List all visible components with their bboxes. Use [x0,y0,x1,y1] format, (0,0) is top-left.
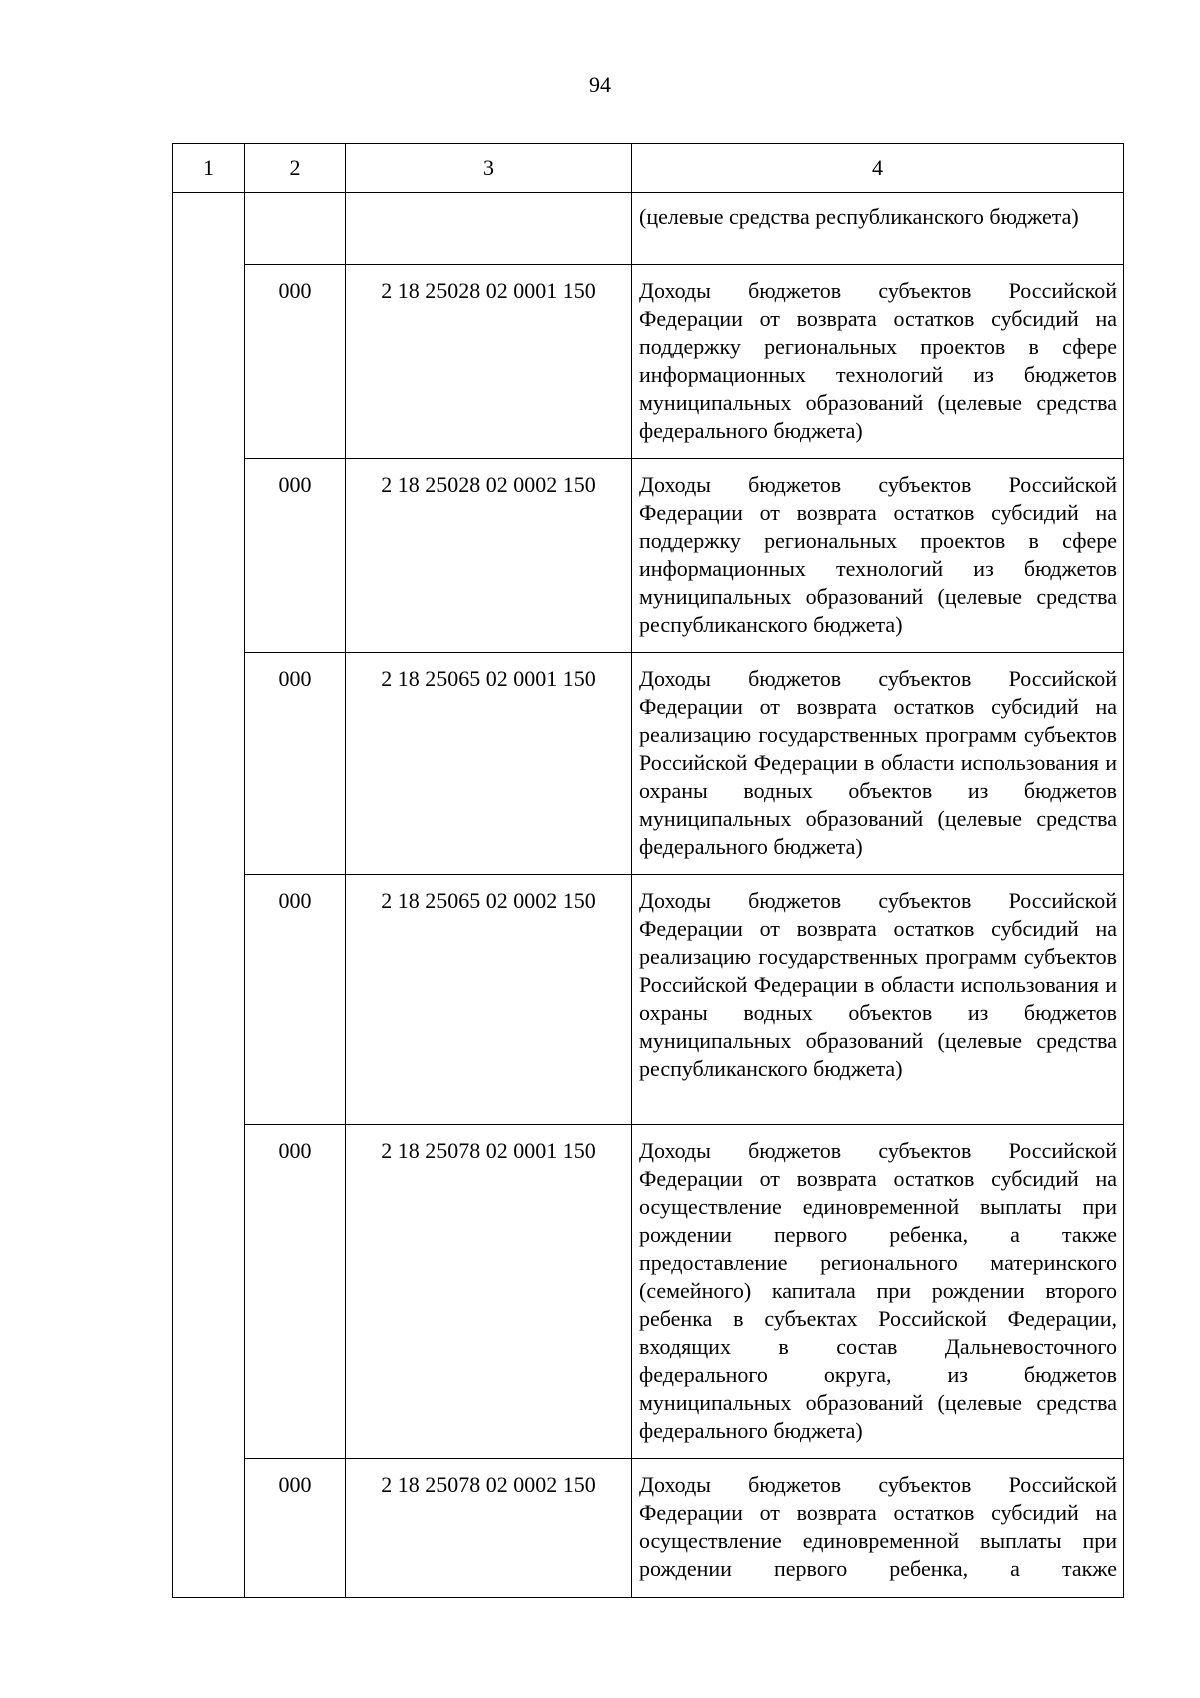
header-col-2: 2 [245,144,346,193]
admin-code-cell: 000 [245,875,346,1125]
table-body [173,193,1124,1598]
admin-code-cell: 000 [245,265,346,459]
revenue-description-cell: Доходы бюджетов субъектов Российской Федерации от возврата остатков субсидий на реализацию государственных программ субъектов Российской Федерации в области использования и охраны водных объектов из бюджетов муниципальных образований (целевые средства федерального бюджета) [632,653,1124,875]
budget-codes-table [172,143,1124,1598]
header-col-3: 3 [346,144,632,193]
header-row [173,144,1124,193]
revenue-description-cell: Доходы бюджетов субъектов Российской Федерации от возврата остатков субсидий на осуществление единовременной выплаты при рождении первого ребенка, а также [632,1459,1124,1598]
revenue-code-cell: 2 18 25065 02 0002 150 [346,875,632,1125]
admin-code-cell: 000 [245,653,346,875]
admin-code-cell: 000 [245,459,346,653]
header-col-4: 4 [632,144,1124,193]
revenue-code-cell: 2 18 25065 02 0001 150 [346,653,632,875]
revenue-code-cell: 2 18 25028 02 0002 150 [346,459,632,653]
table-row [173,653,1124,875]
revenue-description-cell: Доходы бюджетов субъектов Российской Федерации от возврата остатков субсидий на поддержку региональных проектов в сфере информационных технологий из бюджетов муниципальных образований (целевые средства федерального бюджета) [632,265,1124,459]
table-row [173,1459,1124,1598]
revenue-description-cell: Доходы бюджетов субъектов Российской Федерации от возврата остатков субсидий на осуществление единовременной выплаты при рождении первого ребенка, а также предоставление регионального материнского (семейного) капитала при рождении второго ребенка в субъектах Российской Федерации, входящих в состав Дальневосточного федерального округа, из бюджетов муниципальных образований (целевые средства федерального бюджета) [632,1125,1124,1459]
revenue-description-cell: Доходы бюджетов субъектов Российской Федерации от возврата остатков субсидий на поддержку региональных проектов в сфере информационных технологий из бюджетов муниципальных образований (целевые средства республиканского бюджета) [632,459,1124,653]
admin-code-cell: 000 [245,1125,346,1459]
table-row [173,1125,1124,1459]
table-row [173,459,1124,653]
table-row [173,193,1124,265]
revenue-code-cell [346,193,632,265]
admin-code-cell: 000 [245,1459,346,1598]
table-row [173,875,1124,1125]
revenue-code-cell: 2 18 25078 02 0002 150 [346,1459,632,1598]
admin-code-cell [245,193,346,265]
revenue-description-cell: Доходы бюджетов субъектов Российской Федерации от возврата остатков субсидий на реализацию государственных программ субъектов Российской Федерации в области использования и охраны водных объектов из бюджетов муниципальных образований (целевые средства республиканского бюджета) [632,875,1124,1125]
revenue-code-cell: 2 18 25078 02 0001 150 [346,1125,632,1459]
table-row [173,265,1124,459]
revenue-code-cell: 2 18 25028 02 0001 150 [346,265,632,459]
page-number: 94 [589,72,611,97]
header-col-1: 1 [173,144,245,193]
table-header [173,144,1124,193]
revenue-description-cell: (целевые средства республиканского бюджета) [632,193,1124,265]
col1-blank-cell [173,193,245,1598]
